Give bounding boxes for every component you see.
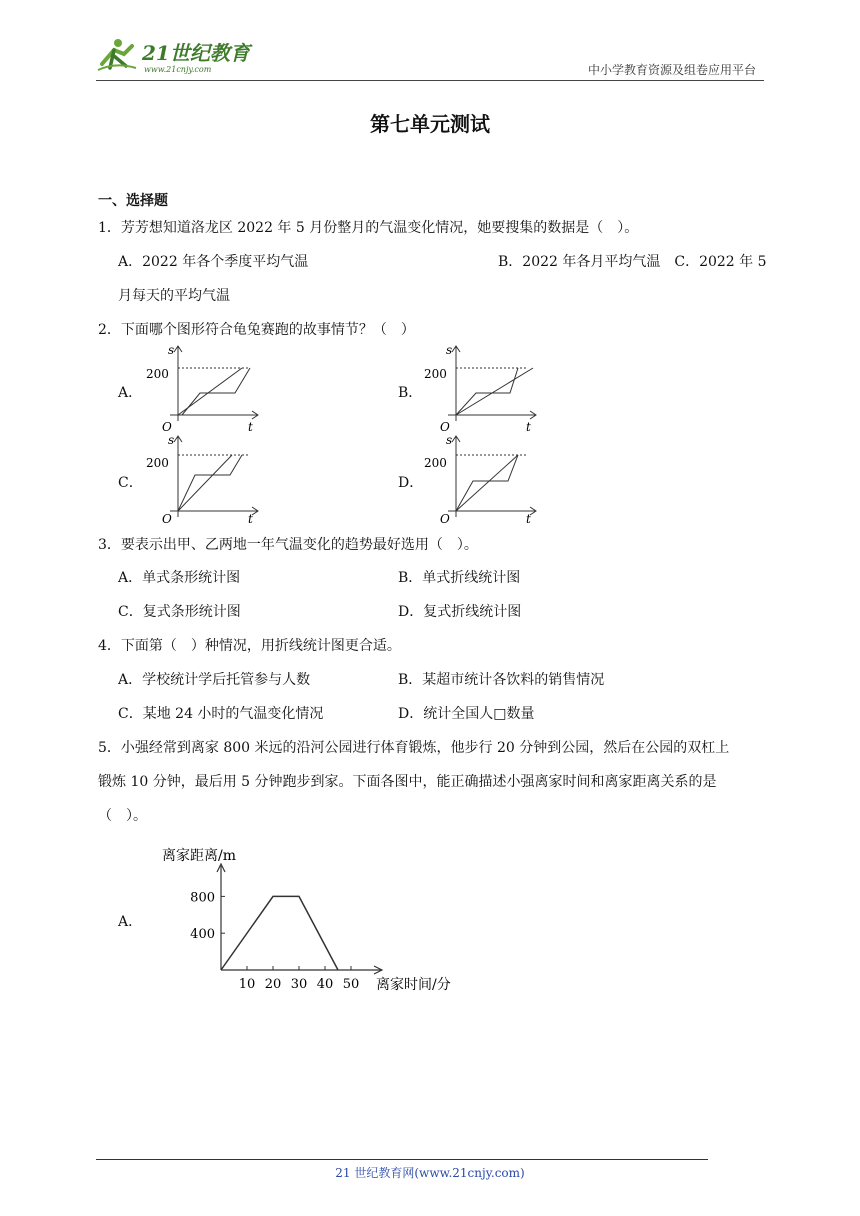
q5-option-a-label: A． bbox=[118, 914, 143, 930]
q4-option-a: A．学校统计学后托管参与人数 bbox=[118, 672, 311, 688]
page-title: 第七单元测试 bbox=[370, 112, 490, 136]
logo-text: 21世纪教育 bbox=[142, 41, 250, 65]
q2-graph-b bbox=[418, 343, 538, 435]
x-axis-t: t bbox=[248, 420, 253, 434]
x-tick-label: 50 bbox=[342, 977, 360, 992]
x-tick-label: 20 bbox=[264, 977, 282, 992]
q1-option-a: A．2022 年各个季度平均气温 bbox=[118, 254, 309, 270]
svg-text:s: s bbox=[446, 343, 453, 357]
svg-text:O: O bbox=[440, 420, 450, 434]
svg-text:s: s bbox=[446, 433, 453, 447]
question-5-line-2: 锻炼 10 分钟，最后用 5 分钟跑步到家。下面各图中，能正确描述小强离家时间和离家距离关系的是 bbox=[98, 774, 717, 790]
footer-text: 21 世纪教育网(www.21cnjy.com) bbox=[335, 1166, 525, 1180]
distance-series-line bbox=[221, 896, 338, 970]
q2-graph-d bbox=[418, 433, 538, 525]
x-tick-label: 40 bbox=[316, 977, 334, 992]
q3-option-b: B．单式折线统计图 bbox=[398, 570, 521, 586]
q2-option-b-label: B． bbox=[398, 385, 423, 401]
q1-option-b-c: B．2022 年各月平均气温 C．2022 年 5 bbox=[498, 254, 767, 270]
origin-o: O bbox=[162, 420, 172, 434]
q2-graph-c bbox=[140, 433, 260, 525]
logo-url: www.21cnjy.com bbox=[144, 65, 212, 74]
question-1: 1．芳芳想知道洛龙区 2022 年 5 月份整月的气温变化情况，她要搜集的数据是（ ）。 bbox=[98, 220, 639, 236]
q2-option-a-label: A． bbox=[118, 385, 143, 401]
y-tick-label: 800 bbox=[190, 890, 215, 906]
chart-xlabel: 离家时间/分 bbox=[376, 977, 451, 993]
svg-text:t: t bbox=[248, 512, 253, 526]
q4-option-c: C．某地 24 小时的气温变化情况 bbox=[118, 706, 324, 722]
x-tick-label: 30 bbox=[290, 977, 308, 992]
question-2: 2．下面哪个图形符合龟兔赛跑的故事情节？（ ） bbox=[98, 322, 415, 338]
question-3: 3．要表示出甲、乙两地一年气温变化的趋势最好选用（ ）。 bbox=[98, 537, 478, 553]
runner-logo-icon bbox=[98, 39, 136, 70]
y-tick-200: 200 bbox=[146, 367, 169, 381]
header-divider bbox=[96, 80, 764, 81]
svg-text:200: 200 bbox=[424, 367, 447, 381]
header-platform-text: 中小学教育资源及组卷应用平台 bbox=[587, 63, 756, 77]
svg-text:t: t bbox=[526, 420, 531, 434]
svg-text:200: 200 bbox=[146, 456, 169, 470]
x-tick-label: 10 bbox=[238, 977, 256, 992]
logo bbox=[96, 34, 256, 78]
svg-text:200: 200 bbox=[424, 456, 447, 470]
q3-option-a: A．单式条形统计图 bbox=[118, 570, 241, 586]
q2-option-d-label: D． bbox=[398, 475, 424, 491]
q2-option-c-label: C． bbox=[118, 475, 143, 491]
y-axis-s: s bbox=[168, 343, 175, 357]
chart-ylabel: 离家距离/m bbox=[162, 848, 236, 864]
q4-option-b: B．某超市统计各饮料的销售情况 bbox=[398, 672, 605, 688]
svg-text:O: O bbox=[440, 512, 450, 526]
question-5-line-1: 5．小强经常到离家 800 米远的沿河公园进行体育锻炼，他步行 20 分钟到公园，然后在公园的双杠上 bbox=[98, 740, 730, 756]
q3-option-d: D．复式折线统计图 bbox=[398, 604, 522, 620]
y-tick-label: 400 bbox=[190, 927, 215, 943]
svg-text:s: s bbox=[168, 433, 175, 447]
section-heading: 一、选择题 bbox=[98, 193, 168, 209]
q3-option-c: C．复式条形统计图 bbox=[118, 604, 241, 620]
footer-divider bbox=[96, 1159, 708, 1160]
question-5-line-3: （ ）。 bbox=[98, 808, 147, 824]
q1-option-c-continued: 月每天的平均气温 bbox=[118, 288, 230, 304]
question-4: 4．下面第（ ）种情况，用折线统计图更合适。 bbox=[98, 638, 401, 654]
q2-graph-a bbox=[140, 343, 260, 435]
svg-text:O: O bbox=[162, 512, 172, 526]
q4-option-d: D．统计全国人□数量 bbox=[398, 706, 535, 722]
q5-distance-time-chart bbox=[160, 842, 470, 997]
svg-text:t: t bbox=[526, 512, 531, 526]
